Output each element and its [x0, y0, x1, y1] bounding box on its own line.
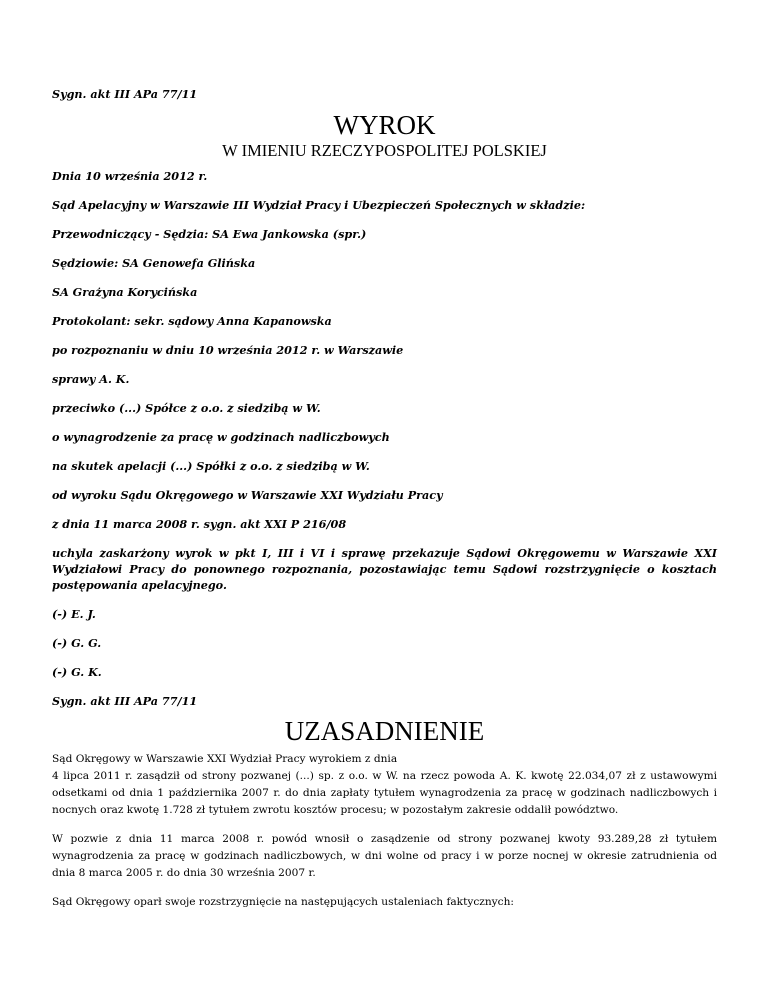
justification-para-3: Sąd Okręgowy oparł swoje rozstrzygnięcie na następujących ustaleniach faktycznych:	[52, 896, 514, 908]
court-composition: Sąd Apelacyjny w Warszawie III Wydział Pracy i Ubezpieczeń Społecznych w składzie:	[52, 198, 586, 212]
court-clerk: Protokolant: sekr. sądowy Anna Kapanowska	[52, 314, 332, 328]
judgment-date: Dnia 10 września 2012 r.	[52, 169, 208, 183]
appealed-judgment-date: z dnia 11 marca 2008 r. sygn. akt XXI P 216/08	[52, 517, 347, 531]
justification-title: UZASADNIENIE	[284, 716, 485, 746]
justification-para-1: 4 lipca 2011 r. zasądził od strony pozwanej (...) sp. z o.o. w W. na rzecz powoda A. K. kwotę 22.034,07 zł z ustawowymi odsetkami od dnia 1 października 2007 r. do dnia zapłaty tytułem wynagrodzenia za pracę w godzinach nadliczbowych i nocnych oraz kwotę 1.728 zł tytułem zwrotu kosztów procesu; w pozostałym zakresie oddalił powództwo.	[52, 770, 717, 816]
presiding-judge: Przewodniczący - Sędzia: SA Ewa Jankowska (spr.)	[52, 227, 367, 241]
appealed-judgment: od wyroku Sądu Okręgowego w Warszawie XXI Wydziału Pracy	[52, 488, 443, 502]
judgment-title: WYROK	[333, 110, 436, 140]
judges-line-1: Sędziowie: SA Genowefa Glińska	[52, 256, 256, 270]
signature-3: (-) G. K.	[52, 665, 102, 679]
appeal-info: na skutek apelacji (...) Spółki z o.o. z siedzibą w W.	[52, 459, 370, 473]
ruling: uchyla zaskarżony wyrok w pkt I, III i VI i sprawę przekazuje Sądowi Okręgowemu w Warszawie XXI Wydziałowi Pracy do ponownego rozpoznania, pozostawiając temu Sądowi rozstrzygnięcie o kosztach postępowania apelacyjnego.	[52, 546, 717, 592]
document-page	[52, 86, 717, 911]
signature-2: (-) G. G.	[52, 636, 102, 650]
against-party: przeciwko (...) Spółce z o.o. z siedzibą w W.	[52, 401, 321, 415]
case-of: sprawy A. K.	[52, 372, 130, 386]
hearing-info: po rozpoznaniu w dniu 10 września 2012 r. w Warszawie	[52, 343, 404, 357]
case-number: Sygn. akt III APa 77/11	[52, 87, 198, 101]
signature-1: (-) E. J.	[52, 607, 96, 621]
justification-case-number: Sygn. akt III APa 77/11	[52, 694, 198, 708]
justification-para-1-line-1: Sąd Okręgowy w Warszawie XXI Wydział Pracy wyrokiem z dnia	[52, 753, 398, 765]
judgment-subtitle: W IMIENIU RZECZYPOSPOLITEJ POLSKIEJ	[222, 141, 547, 160]
case-subject: o wynagrodzenie za pracę w godzinach nadliczbowych	[52, 430, 390, 444]
judges-line-2: SA Grażyna Korycińska	[52, 285, 198, 299]
justification-para-2: W pozwie z dnia 11 marca 2008 r. powód wnosił o zasądzenie od strony pozwanej kwoty 93.289,28 zł tytułem wynagrodzenia za pracę w godzinach nadliczbowych, w dni wolne od pracy i w porze nocnej w okresie zatrudnienia od dnia 8 marca 2005 r. do dnia 30 września 2007 r.	[52, 833, 717, 879]
